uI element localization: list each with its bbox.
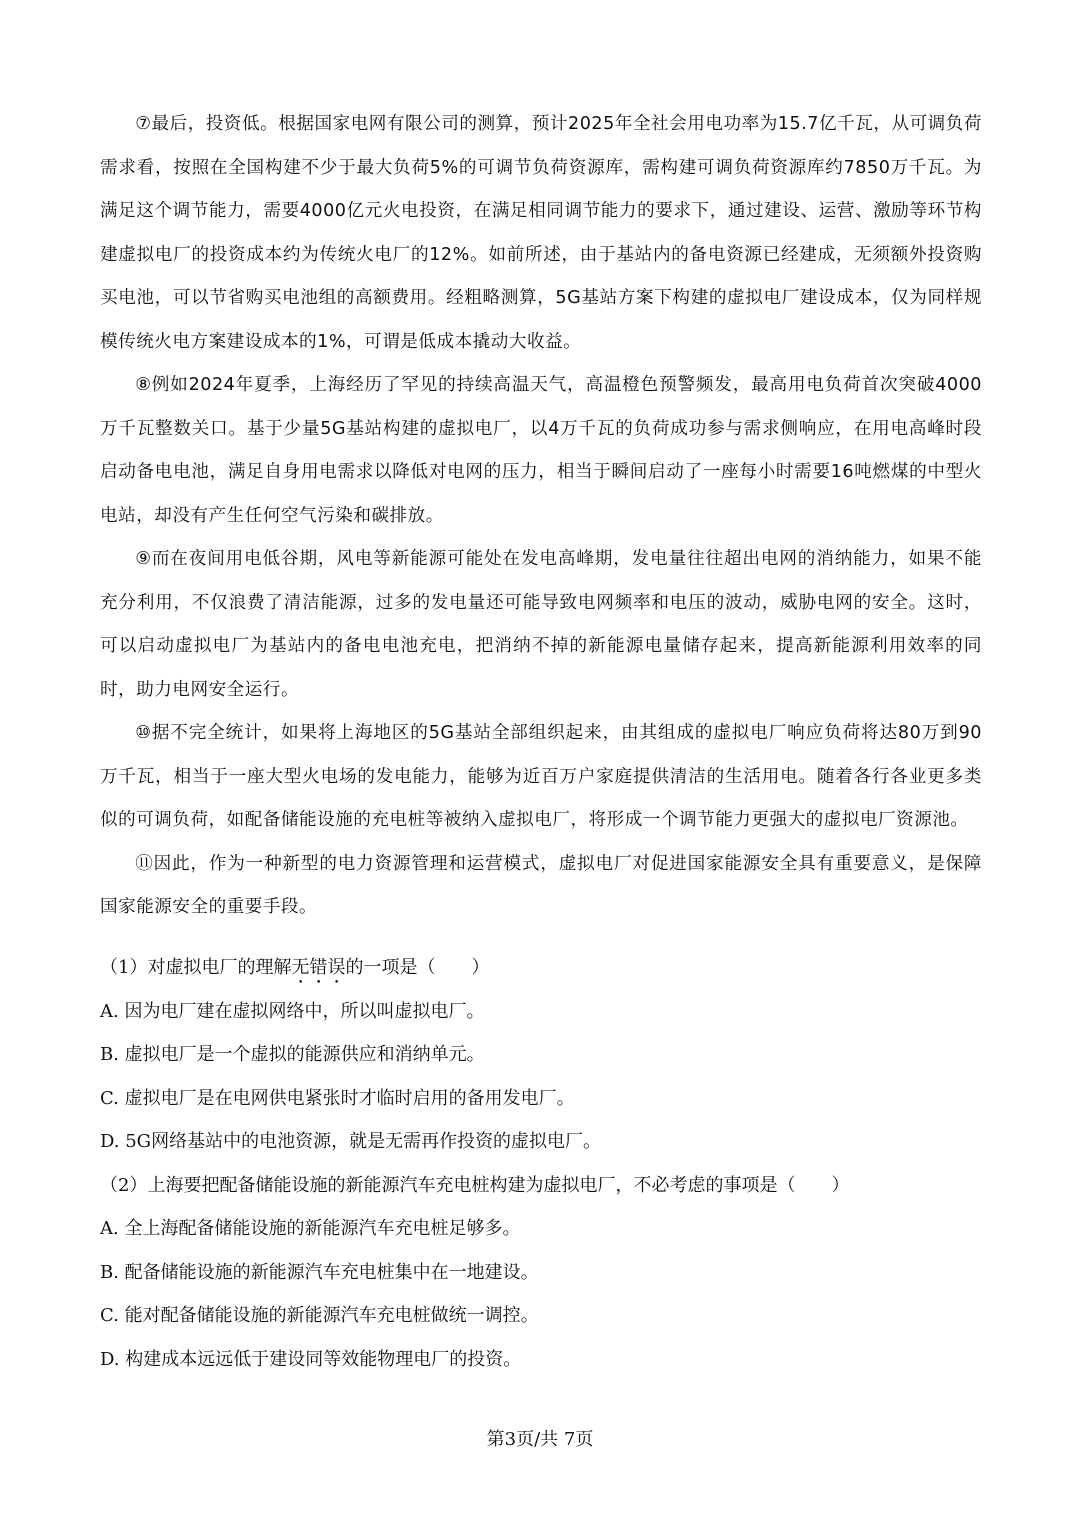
question-1-option-d: D. 5G网络基站中的电池资源，就是无需再作投资的虚拟电厂。 (100, 1131, 602, 1152)
question-1-stem (100, 946, 982, 990)
paragraph-10: ⑩据不完全统计，如果将上海地区的5G基站全部组织起来，由其组成的虚拟电厂响应负荷将达80万到90万千瓦，相当于一座大型火电场的发电能力，能够为近百万户家庭提供清洁的生活用电。随着各行各业更多类似的可调负荷，如配备储能设施的充电桩等被纳入虚拟电厂，将形成一个调节能力更强大的虚拟电厂资源池。 (100, 723, 982, 830)
question-1-stem-end: 的一项是（ ） (345, 957, 490, 978)
question-2-stem (100, 1164, 982, 1208)
paragraph-8: ⑧例如2024年夏季，上海经历了罕见的持续高温天气，高温橙色预警频发，最高用电负荷首次突破4000万千瓦整数关口。基于少量5G基站构建的虚拟电厂，以4万千瓦的负荷成功参与需求侧响应，在用电高峰时段启动备电电池，满足自身用电需求以降低对电网的压力，相当于瞬间启动了一座每小时需要16吨燃煤的中型火电站，却没有产生任何空气污染和碳排放。 (100, 375, 982, 526)
question-2-option-b: B. 配备储能设施的新能源汽车充电桩集中在一地建设。 (100, 1261, 539, 1283)
question-2-option-c: C. 能对配备储能设施的新能源汽车充电桩做统一调控。 (100, 1305, 539, 1326)
reading-passage (100, 103, 982, 930)
question-1-option-b: B. 虚拟电厂是一个虚拟的能源供应和消纳单元。 (100, 1044, 485, 1065)
paragraph-11: ⑪因此，作为一种新型的电力资源管理和运营模式，虚拟电厂对促进国家能源安全具有重要意义，是保障国家能源安全的重要手段。 (100, 853, 982, 917)
question-2-option-a: A. 全上海配备储能设施的新能源汽车充电桩足够多。 (100, 1218, 521, 1239)
question-2-stem-text: （2）上海要把配备储能设施的新能源汽车充电桩构建为虚拟电厂，不必考虑的事项是（ ） (100, 1174, 850, 1196)
question-2-option-d: D. 构建成本远远低于建设同等效能物理电厂的投资。 (100, 1348, 522, 1370)
question-1-stem-text: （1）对虚拟电厂的理解 (100, 957, 292, 978)
question-1-option-c: C. 虚拟电厂是在电网供电紧张时才临时启用的备用发电厂。 (100, 1087, 575, 1109)
question-1-option-a: A. 因为电厂建在虚拟网络中，所以叫虚拟电厂。 (100, 1000, 485, 1022)
paragraph-7: ⑦最后，投资低。根据国家电网有限公司的测算，预计2025年全社会用电功率为15.7亿千瓦，从可调负荷需求看，按照在全国构建不少于最大负荷5%的可调节负荷资源库，需构建可调负荷资源库约7850万千瓦。为满足这个调节能力，需要4000亿元火电投资，在满足相同调节能力的要求下，通过建设、运营、激励等环节构建虚拟电厂的投资成本约为传统火电厂的12%。如前所述，由于基站内的备电资源已经建成，无须额外投资购买电池，可以节省购买电池组的高额费用。经粗略测算，5G基站方案下构建的虚拟电厂建设成本，仅为同样规模传统火电方案建设成本的1%，可谓是低成本撬动大收益。 (100, 114, 982, 352)
question-section (100, 946, 982, 1381)
question-1-emphasis: 无错误 (291, 957, 346, 978)
paragraph-9: ⑨而在夜间用电低谷期，风电等新能源可能处在发电高峰期，发电量往往超出电网的消纳能力，如果不能充分利用，不仅浪费了清洁能源，过多的发电量还可能导致电网频率和电压的波动，威胁电网的安全。这时，可以启动虚拟电厂为基站内的备电电池充电，把消纳不掉的新能源电量储存起来，提高新能源利用效率的同时，助力电网安全运行。 (100, 549, 982, 700)
page-number: 第3页/共 7页 (486, 1429, 594, 1450)
